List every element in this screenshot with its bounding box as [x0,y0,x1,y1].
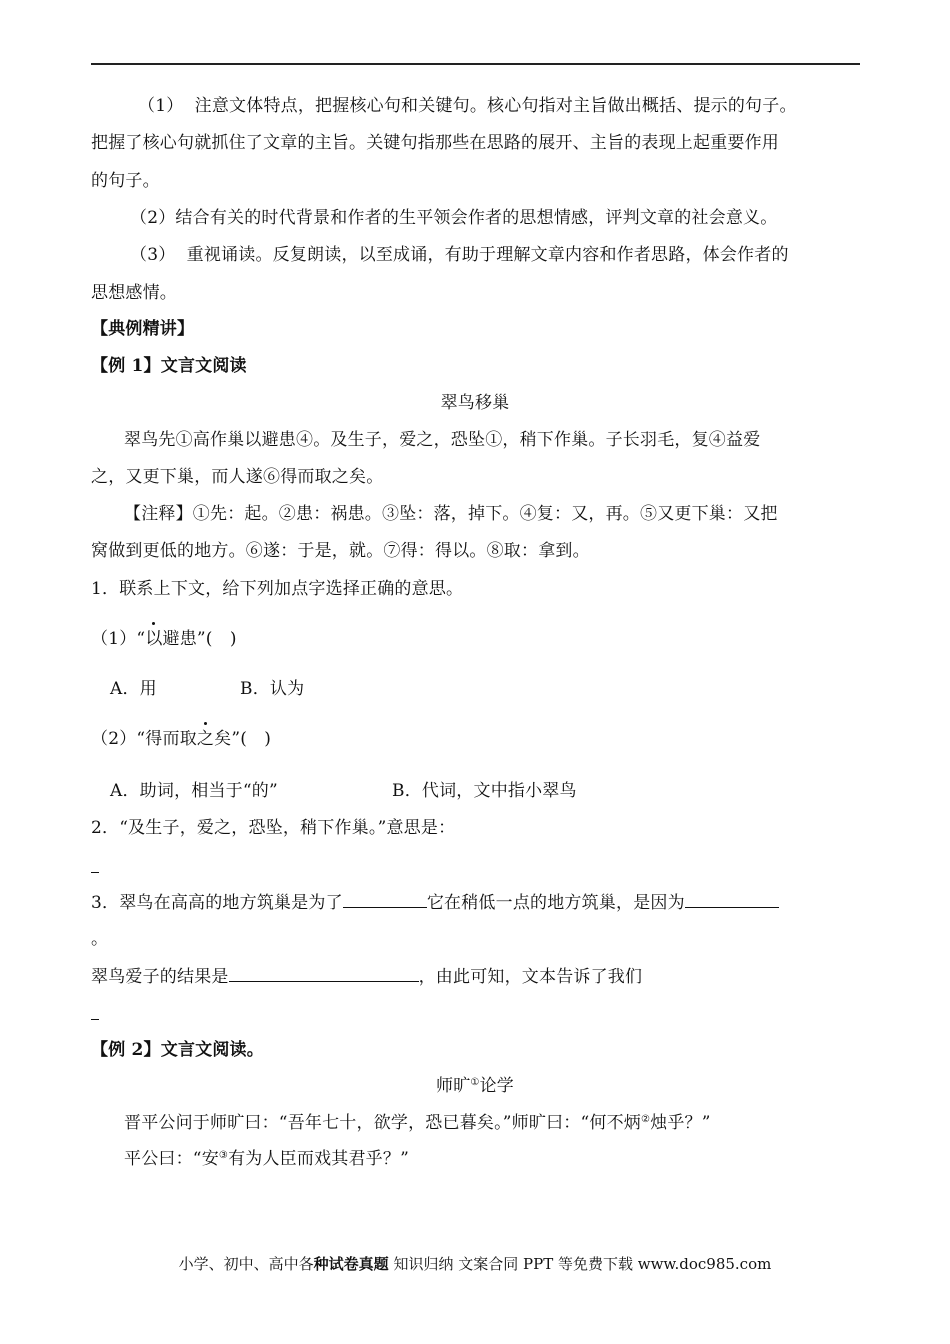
dotted-char: 以 [145,629,163,649]
answer-blank-3 [91,1003,99,1026]
question-1-part-2: （2）“得而取之矣”( ) [91,729,272,749]
example-1-heading: 【例 1】文言文阅读 [91,356,247,376]
question-3-line-3: 翠鸟爱子的结果是 ，由此可知，文本告诉了我们 [91,967,643,987]
tip-3-line-2: 思想感情。 [91,283,177,303]
question-1-part-1: （1）“以避患”( ) [91,629,237,649]
tip-2: （2）结合有关的时代背景和作者的生平领会作者的思想情感，评判文章的社会意义。 [130,208,778,228]
question-3-line-1: 3．翠鸟在高高的地方筑巢是为了 它在稍低一点的地方筑巢，是因为 [91,891,779,914]
example-1-text-line-2: 之，又更下巢，而人遂⑥得而取之矣。 [91,467,384,487]
question-1: 1．联系上下文，给下列加点字选择正确的意思。 [91,579,464,599]
question-1-part-1-option-b: B．认为 [240,679,305,699]
example-1-note-line-2: 窝做到更低的地方。⑥遂：于是，就。⑦得：得以。⑧取：拿到。 [91,541,590,561]
dotted-char: 之 [196,729,215,749]
example-1-text-line-1: 翠鸟先①高作巢以避患④。及生子，爱之，恐坠①，稍下作巢。子长羽毛，复④益爱 [124,430,761,450]
example-1-note-line-1: 【注释】①先：起。②患：祸患。③坠：落，掉下。④复：又，再。⑤又更下巢：又把 [124,504,778,524]
example-2-title: 师旷①论学 [436,1076,514,1096]
question-3-line-2: 。 [91,929,109,949]
answer-blank-2 [91,856,99,879]
page-footer: 小学、初中、高中各种试卷真题 知识归纳 文案合同 PPT 等免费下载 www.doc985.com [178,1255,772,1273]
tip-1-line-1: （1） 注意文体特点，把握核心句和关键句。核心句指对主旨做出概括、提示的句子。 [138,96,797,116]
header-rule [91,63,860,65]
question-1-part-2-option-a: A．助词，相当于“的” [110,781,278,801]
example-2-heading: 【例 2】文言文阅读。 [91,1040,264,1060]
tip-3-line-1: （3） 重视诵读。反复朗读，以至成诵，有助于理解文章内容和作者思路，体会作者的 [130,245,789,265]
answer-blank [343,891,427,908]
question-1-part-2-option-b: B．代词，文中指小翠鸟 [392,781,577,801]
example-1-title: 翠鸟移巢 [440,393,510,413]
section-title: 【典例精讲】 [91,319,195,339]
question-1-part-1-option-a: A．用 [110,679,157,699]
tip-1-line-2: 把握了核心句就抓住了文章的主旨。关键句指那些在思路的展开、主旨的表现上起重要作用 [91,133,779,153]
answer-blank [685,891,779,908]
tip-1-line-3: 的句子。 [91,171,160,191]
example-2-line-2: 平公曰：“安③有为人臣而戏其君乎？” [124,1149,409,1169]
example-2-line-1: 晋平公问于师旷曰：“吾年七十，欲学，恐已暮矣。”师旷曰：“何不炳②烛乎？” [124,1113,711,1133]
answer-blank [229,965,419,982]
question-2: 2．“及生子，爱之，恐坠，稍下作巢。”意思是： [91,818,456,838]
